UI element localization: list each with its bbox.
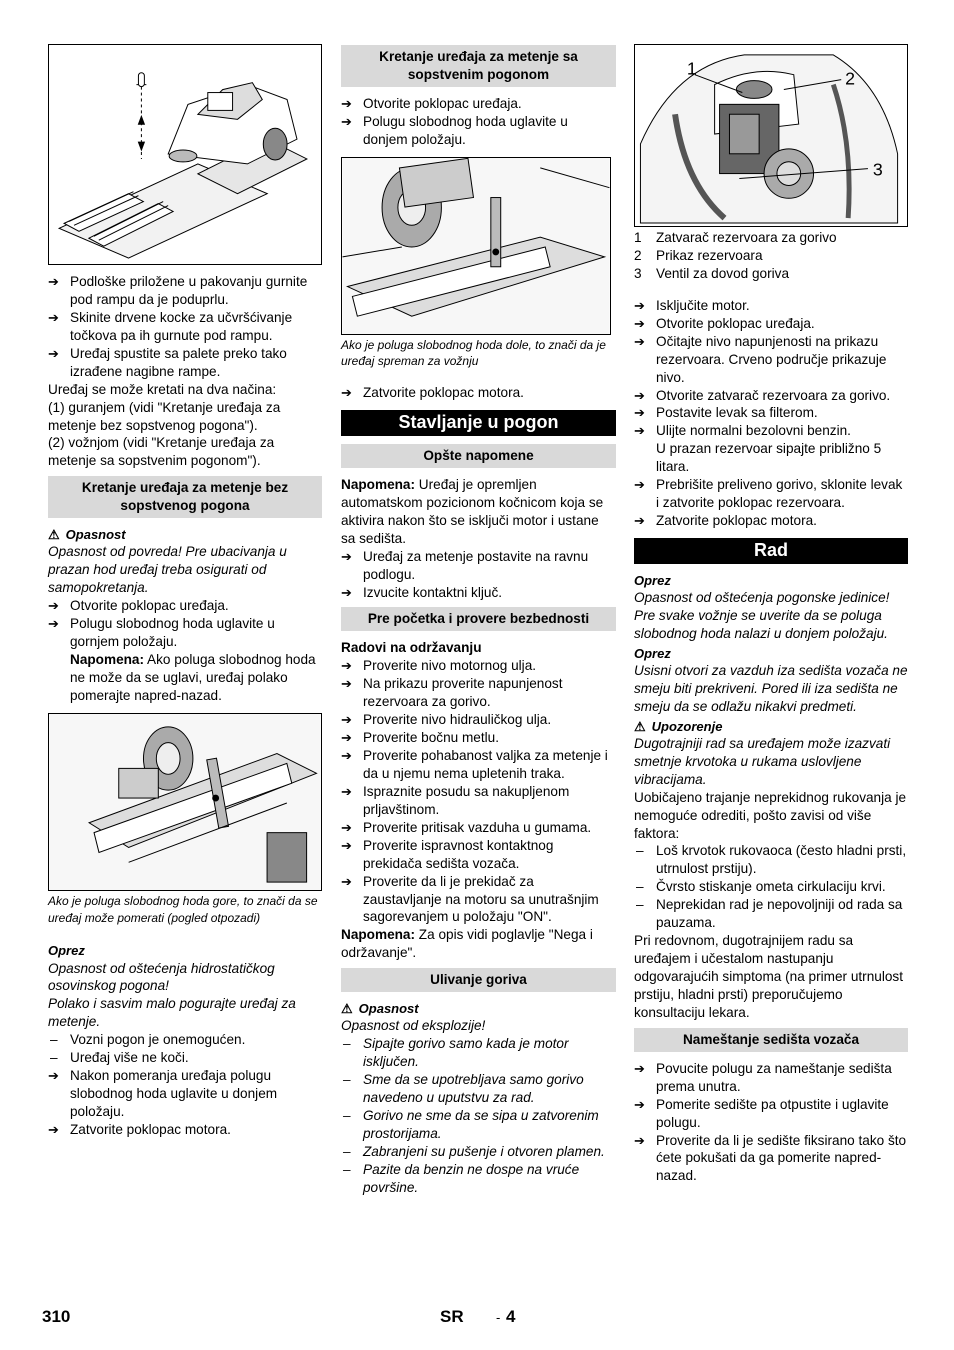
warning-label-text: Upozorenje: [651, 718, 723, 734]
warning-text: Dugotrajniji rad sa uređajem može izazvati smetnje krvotoka u rukama uslovljene vibracijama.: [634, 735, 891, 787]
caution-text: Opasnost od oštećenja hidrostatičkog osovinskog pogona!: [48, 960, 275, 994]
callout-3: 3: [872, 159, 883, 180]
chapter-title: Stavljanje u pogon: [341, 410, 616, 436]
callout-2: 2: [845, 68, 856, 89]
legend-num: 2: [634, 247, 642, 263]
legend-num: 3: [634, 265, 642, 281]
page-number: 310: [42, 1307, 71, 1326]
paragraph: Pri redovnom, dugotrajnijem radu sa uređajem i učestalom nastupanju odgovarajućih simptoma (na primer utrnulost prstiju, hladni prsti) preporučujemo konsultaciju lekara.: [634, 933, 903, 1020]
dash-item: – Sipajte gorivo samo kada je motor isključen.: [341, 1035, 616, 1071]
legend-item: [634, 229, 908, 247]
step-item: ➔ Uređaj spustite sa palete preko tako izrađene nagibne rampe.: [48, 345, 322, 381]
step-item: ➔ Uređaj za metenje postavite na ravnu podlogu.: [341, 548, 616, 584]
step-item: ➔ Zatvorite poklopac motora.: [634, 512, 908, 530]
dash-item: – Čvrsto stiskanje ometa cirkulaciju krvi.: [634, 878, 908, 896]
caution-text: Usisni otvori za vazduh iza sedišta vozača ne smeju biti prekriveni. Pored ili iza sedišta ne smeju da se odlažu nikakvi predmeti.: [634, 662, 908, 714]
dash-item: – Gorivo ne sme da se sipa u zatvorenim prostorijama.: [341, 1107, 616, 1143]
step-item: ➔ Otvorite poklopac uređaja.: [634, 315, 908, 333]
step-item: ➔ Na prikazu proverite napunjenost rezervoara za gorivo.: [341, 675, 616, 711]
note-label: Napomena:: [341, 476, 416, 492]
section-heading: Kretanje uređaja za metenje bez sopstvenog pogona: [48, 476, 322, 518]
warning-triangle-icon: ⚠: [341, 1001, 353, 1017]
note: [341, 926, 616, 962]
step-item: ➔ Otvorite poklopac uređaja.: [341, 95, 616, 113]
danger-text: Opasnost od eksplozije!: [341, 1018, 486, 1034]
step-item: ➔ Prebrišite preliveno gorivo, sklonite levak i zatvorite poklopac rezervoara.: [634, 476, 908, 512]
step-item: ➔ Zatvorite poklopac motora.: [341, 384, 616, 402]
note-text: Za opis vidi poglavlje "Nega i održavanje".: [341, 927, 593, 961]
note-label: Napomena:: [70, 651, 145, 667]
section-heading: Pre početka i provere bezbednosti: [341, 607, 616, 631]
step-item: ➔ Polugu slobodnog hoda uglavite u donjem položaju.: [341, 113, 616, 149]
dash-item: – Sme da se upotrebljava samo gorivo navedeno u uputstvu za rad.: [341, 1071, 616, 1107]
section-heading: Ulivanje goriva: [341, 968, 616, 992]
step-item: ➔ Proverite nivo hidrauličkog ulja.: [341, 711, 616, 729]
figure-engine-tank: [634, 44, 908, 227]
section-heading: Nameštanje sedišta vozača: [634, 1028, 908, 1052]
legend-text: Zatvarač rezervoara za gorivo: [656, 230, 837, 245]
legend-num: 1: [634, 230, 642, 245]
dash-item: – Pazite da benzin ne dospe na vruće površine.: [341, 1161, 616, 1197]
caution-text: Polako i sasvim malo pogurajte uređaj za metenje.: [48, 996, 296, 1030]
column-2: [341, 44, 616, 1197]
caution-label: Oprez: [634, 645, 671, 661]
dash-item: – Loš krvotok rukovaoca (često hladni prsti, utrnulost prstiju).: [634, 842, 908, 878]
step-item: ➔ Proverite nivo motornog ulja.: [341, 657, 616, 675]
legend-item: [634, 265, 908, 283]
step-item: ➔ Postavite levak sa filterom.: [634, 404, 908, 422]
step-item: ➔ Proverite pohabanost valjka za metenje i da u njemu nema upletenih traka.: [341, 747, 616, 783]
step-item: ➔ Otvorite zatvarač rezervoara za gorivo.: [634, 387, 908, 405]
step-item: ➔ Ulijte normalni bezolovni benzin.: [634, 422, 908, 440]
legend-text: Ventil za dovod goriva: [656, 265, 790, 281]
sweeper-pallet-illustration: [49, 45, 321, 264]
note-text: Ako poluga slobodnog hoda ne može da se uglavi, uređaj polako pomerajte napred-nazad.: [70, 651, 316, 703]
step-item: ➔ Zatvorite poklopac motora.: [48, 1121, 322, 1139]
paragraph: (2) vožnjom (vidi "Kretanje uređaja za metenje sa sopstvenim pogonom").: [48, 435, 275, 469]
legend-item: [634, 247, 908, 265]
legend-text: Prikaz rezervoara: [656, 247, 763, 263]
section-heading: Opšte napomene: [341, 444, 616, 468]
step-item: ➔ Povucite polugu za nameštanje sedišta prema unutra.: [634, 1060, 908, 1096]
chapter-title: Rad: [634, 538, 908, 564]
warning-triangle-icon: ⚠: [634, 718, 646, 734]
step-item: ➔ Proverite pritisak vazduha u gumama.: [341, 819, 616, 837]
callout-1: 1: [686, 58, 697, 79]
lever-down-illustration: [342, 158, 610, 334]
column-3: [634, 44, 908, 1185]
figure-caption: Ako je poluga slobodnog hoda gore, to znači da se uređaj može pomerati (pogled otpozadi): [48, 893, 318, 925]
sub-heading: Radovi na održavanju: [341, 640, 482, 656]
column-1: [48, 44, 322, 1139]
dash-item: – Vozni pogon je onemogućen.: [48, 1031, 322, 1049]
dash-item: – Neprekidan rad je nepovoljniji od rada sa pauzama.: [634, 896, 908, 932]
figure-sweeper-pallet: [48, 44, 322, 265]
caution-label: Oprez: [48, 943, 85, 959]
figure-caption: Ako je poluga slobodnog hoda dole, to znači da je uređaj spreman za vožnju: [341, 337, 606, 369]
lever-up-illustration: [49, 714, 321, 890]
step-item: ➔ Isključite motor.: [634, 297, 908, 315]
paragraph: (1) guranjem (vidi "Kretanje uređaja za metenje bez sopstvenog pogona").: [48, 399, 281, 433]
danger-label: [48, 526, 322, 543]
warning-label: [634, 718, 908, 735]
step-item: ➔ Proverite da li je sedište fiksirano tako što ćete pokušati da ga pomerite napred-nazad.: [634, 1132, 908, 1186]
note: [341, 476, 616, 548]
dash-item: – Uređaj više ne koči.: [48, 1049, 322, 1067]
footer-separator: -: [496, 1310, 501, 1325]
step-item: ➔ Ispraznite posudu sa nakupljenom prljavštinom.: [341, 783, 616, 819]
caution-label: Oprez: [634, 572, 671, 588]
paragraph: Uređaj se može kretati na dva načina:: [48, 381, 277, 397]
note-label: Napomena:: [341, 927, 416, 943]
danger-label-text: Opasnost: [358, 1001, 419, 1017]
caution-text: Opasnost od oštećenja pogonske jedinice! Pre svake vožnje se uverite da se poluga slobodnog hoda nalazi u donjem položaju.: [634, 589, 890, 641]
figure-lever-down: [341, 157, 611, 335]
danger-text: Opasnost od povreda! Pre ubacivanja u prazan hod uređaj treba osigurati od samopokretanja.: [48, 544, 287, 596]
section-heading: Kretanje uređaja za metenje sa sopstvenim pogonom: [341, 45, 616, 87]
step-item: ➔ Izvucite kontaktni ključ.: [341, 584, 616, 602]
danger-label-text: Opasnost: [65, 527, 126, 543]
step-item: ➔ Proverite ispravnost kontaktnog prekidača sedišta vozača.: [341, 837, 616, 873]
step-item: ➔ Otvorite poklopac uređaja.: [48, 597, 322, 615]
paragraph: Uobičajeno trajanje neprekidnog rukovanja je nemoguće odrediti, pošto zavisi od više faktora:: [634, 789, 907, 841]
fill-note: U prazan rezervoar sipajte približno 5 litara.: [656, 441, 882, 475]
step-item: ➔ Proverite da li je prekidač za zaustavljanje na motoru sa unutrašnjim sagorevanjem u položaju "ON".: [341, 873, 616, 927]
danger-label: [341, 1000, 616, 1017]
step-item: ➔ Očitajte nivo napunjenosti na prikazu rezervoara. Crveno područje prikazuje nivo.: [634, 333, 908, 387]
note-text: Uređaj je opremljen automatskom pozicionom kočnicom koja se aktivira nakon što se isključi motor i ustane sa sedišta.: [341, 476, 604, 546]
step-item: ➔ Skinite drvene kocke za učvršćivanje točkova pa ih gurnute pod rampu.: [48, 309, 322, 345]
note: [48, 651, 322, 705]
section-page-number: 4: [506, 1307, 516, 1326]
step-item: ➔ Nakon pomeranja uređaja polugu slobodnog hoda uglavite u donjem položaju.: [48, 1067, 322, 1121]
step-item: ➔ Podloške priložene u pakovanju gurnite pod rampu da je poduprlu.: [48, 273, 322, 309]
figure-lever-up: [48, 713, 322, 891]
dash-item: – Zabranjeni su pušenje i otvoren plamen.: [341, 1143, 616, 1161]
step-item: ➔ Polugu slobodnog hoda uglavite u gornjem položaju.: [48, 615, 322, 651]
language-code: SR: [440, 1307, 464, 1326]
warning-triangle-icon: ⚠: [48, 527, 60, 543]
step-item: ➔ Pomerite sedište pa otpustite i uglavite polugu.: [634, 1096, 908, 1132]
engine-tank-illustration: [635, 45, 907, 226]
step-item: ➔ Proverite bočnu metlu.: [341, 729, 616, 747]
